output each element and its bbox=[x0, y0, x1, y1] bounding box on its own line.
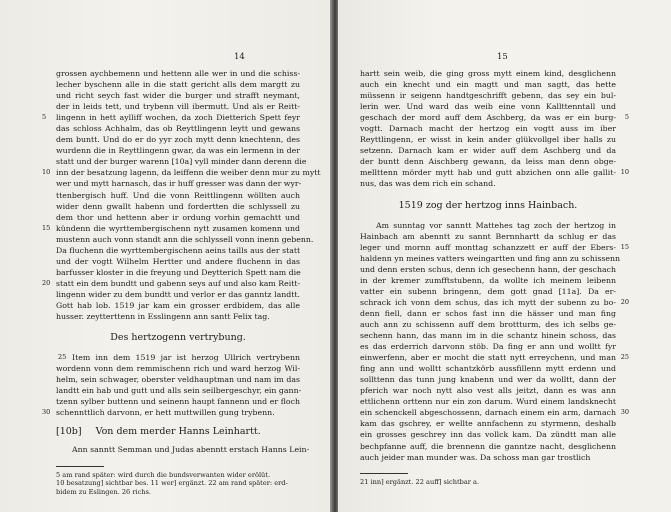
line-text: einwerfenn, aber er mocht die statt nytt erreychenn, und man bbox=[360, 353, 616, 363]
text-line bbox=[56, 289, 300, 300]
text-line bbox=[56, 396, 300, 407]
line-text: setzenn. Darnach kam er wider auff dem Aschberg und da bbox=[360, 146, 616, 156]
text-line bbox=[360, 441, 616, 452]
left-page-number: 14 bbox=[234, 52, 245, 62]
line-number: 25 bbox=[620, 353, 629, 362]
line-text: dem thor und hettenn aber ir ordung vorhin gemachtt und bbox=[56, 212, 300, 222]
line-text: kam das gschrey, er wellte annfachenn zu styrmenn, deshalb bbox=[360, 419, 616, 429]
line-number: 30 bbox=[620, 408, 629, 417]
text-line bbox=[56, 156, 307, 167]
line-text: dem buntt. Und do er do yyr zoch mytt denn knechtenn, des bbox=[56, 135, 300, 145]
text-line bbox=[56, 190, 300, 201]
line-text: lingenn wider zu dem bundtt und verlor er das ganntz landtt. bbox=[56, 289, 300, 299]
line-text: schennttlich darvonn, er hett muttwillen gung trybenn. bbox=[56, 408, 275, 418]
line-text: haldenn yn meines vatters weingartten und fing ann zu schissenn bbox=[360, 253, 621, 263]
section-heading bbox=[360, 200, 616, 211]
text-line bbox=[360, 418, 616, 429]
line-number: 30 bbox=[42, 408, 51, 417]
text-line bbox=[42, 278, 301, 289]
text-line bbox=[360, 352, 629, 363]
text-line bbox=[360, 396, 616, 407]
left-page bbox=[0, 0, 332, 512]
line-number: 10 bbox=[42, 168, 51, 177]
text-line bbox=[360, 308, 616, 319]
folio-marker: [10b] bbox=[56, 426, 82, 438]
footnote-line: 21 inn] ergänzt. 22 auff] sichtbar a. bbox=[360, 477, 480, 486]
text-line bbox=[56, 256, 300, 267]
line-text: landtt ein hab und gutt und alls sein seilbergeschyr, ein gann- bbox=[56, 386, 302, 396]
line-text: sollttenn das tunn jung knabenn und wer da wolltt, dann der bbox=[360, 375, 616, 385]
right-page bbox=[338, 0, 671, 512]
text-line bbox=[56, 79, 300, 90]
line-text: Am sunntag vor sanntt Mattehes tag zoch der hertzog in bbox=[376, 220, 616, 230]
line-text: bechpfanne auff, die brennenn die ganntze nacht, desglichenn bbox=[360, 441, 616, 451]
line-number: 15 bbox=[620, 242, 629, 251]
text-line bbox=[56, 300, 300, 311]
line-text: vatter ein subenn bringenn, dem gott gnad [11a]. Da er- bbox=[360, 286, 616, 296]
line-text: ttenbergisch huff. Und die vonn Reittlingenn wöllten auch bbox=[56, 190, 300, 200]
line-text: mustenn auch vonn standt ann die schlyssell vonn inenn gebenn. bbox=[56, 234, 314, 244]
section-heading bbox=[56, 332, 300, 343]
line-text: inn der besatzung lagenn, da leiffenn die weiber denn mur zu mytt bbox=[56, 168, 321, 178]
line-text: denn fiell, dann er schos fast inn die hässer und man fing bbox=[360, 308, 616, 318]
text-line bbox=[56, 68, 300, 79]
text-line bbox=[56, 134, 300, 145]
text-line bbox=[56, 178, 300, 189]
text-line bbox=[360, 385, 616, 396]
line-text: sechenn hann, das mann im in die schantz hinein schoss, das bbox=[360, 331, 616, 341]
text-line bbox=[56, 363, 300, 374]
line-text: lingenn in hett aylliff wochen, da zoch Dietterich Spett feyr bbox=[56, 113, 300, 123]
line-text: vogtt. Darnach macht der hertzog ein vogtt auss im iber bbox=[360, 124, 616, 134]
line-text: auch jeider man munder was. Da schoss man gar trostlich bbox=[360, 452, 591, 462]
line-text: Ann sanntt Semman und Judas abenntt erstach Hanns Lein- bbox=[72, 445, 310, 455]
line-text: und denn ersten schus, denn ich gesechenn hann, der geschach bbox=[360, 264, 616, 274]
line-text: mellttenn mörder mytt hab und gutt abzichen onn alle gallit- bbox=[360, 168, 616, 178]
line-text: Hainbach am abenntt zu sannt Bernnhartt da schlug er das bbox=[360, 231, 616, 241]
line-text: grossen aychbemenn und hettenn alle wer in und die schiss- bbox=[56, 69, 300, 78]
text-line bbox=[360, 90, 616, 101]
line-text: ein grosses geschrey inn das vollck kam. Da zündtt man alle bbox=[360, 430, 616, 440]
text-line bbox=[360, 178, 616, 189]
text-line bbox=[360, 297, 629, 308]
text-line bbox=[56, 212, 300, 223]
footnote-line: 10 besatzung] sichtbar bes. 11 wer] ergänzt. 22 am rand später: erd- bbox=[56, 479, 288, 488]
line-text: auch ein knecht und ein magtt und man sagtt, das hette bbox=[360, 80, 616, 90]
line-text: hartt sein weib, die ging gross mytt einem kind, desglichenn bbox=[360, 69, 616, 78]
line-number: 5 bbox=[624, 113, 629, 122]
line-number: 5 bbox=[42, 113, 47, 122]
line-text: leger und mornn auff monttag schanzzett er auff der Ebers- bbox=[360, 242, 616, 252]
right-page-number: 15 bbox=[497, 52, 508, 62]
line-text: statt und der burger warenn [10a] vyll minder dann derenn die bbox=[56, 157, 307, 167]
text-line bbox=[56, 123, 300, 134]
line-text: schrack ich vonn dem schus, das ich mytt der subenn zu bo- bbox=[360, 297, 616, 307]
text-line bbox=[360, 374, 616, 385]
footnote-line: 5 am rand später: wird durch die bundsverwanten wider erölüt. bbox=[56, 470, 271, 479]
line-text: husser. zeytterttenn in Esslingenn ann santt Felix tag. bbox=[56, 312, 270, 322]
text-line bbox=[42, 112, 300, 123]
text-line bbox=[56, 234, 314, 245]
line-text: barfusser kloster in die freyung und Deytterich Spett nam die bbox=[56, 267, 301, 277]
right-body-text bbox=[360, 68, 629, 486]
text-line bbox=[56, 444, 310, 455]
line-number: 20 bbox=[42, 278, 51, 287]
text-line bbox=[360, 231, 616, 242]
line-text: und richt seych fast wider die burger und strafft neymant, bbox=[56, 91, 300, 101]
text-line bbox=[56, 385, 300, 396]
line-text: Da fluchenn die wyrttembergischenn aeins taills aus der statt bbox=[56, 245, 301, 255]
text-line bbox=[42, 223, 300, 234]
text-line bbox=[360, 407, 629, 418]
line-text: müssenn ir seigenn handtgeschrifft gebenn, das sey ein bul- bbox=[360, 91, 616, 101]
line-text: lecher byschenn alle in die statt gericht alls dem margtt zu bbox=[56, 80, 300, 90]
text-line bbox=[42, 167, 321, 178]
line-text: der buntt denn Aischberg gewann, da leiss man denn obge- bbox=[360, 157, 616, 167]
text-line bbox=[56, 90, 300, 101]
text-line bbox=[360, 123, 616, 134]
line-text: Gott hab lob. 1519 jar kam ein grosser erdbidem, das alle bbox=[56, 300, 300, 310]
line-number: 20 bbox=[620, 297, 629, 306]
line-text: wordenn vonn dem remmischenn rich und ward herzog Wil- bbox=[56, 364, 300, 374]
text-line bbox=[360, 79, 616, 90]
line-text: in der kremer zumfftstubenn, da wollte ich meinem leibenn bbox=[360, 275, 616, 285]
text-line bbox=[360, 112, 629, 123]
footnote-rule bbox=[360, 473, 408, 474]
text-line bbox=[360, 220, 616, 231]
line-number: 15 bbox=[42, 223, 51, 232]
line-text: geschach der mord auff dem Aschberg, da was er ein burg- bbox=[360, 113, 616, 123]
text-line bbox=[56, 311, 300, 322]
line-text: ein schenckell abgeschossenn, darnach einem ein arm, darnach bbox=[360, 408, 616, 418]
text-line bbox=[360, 156, 616, 167]
text-line bbox=[56, 374, 300, 385]
footnote-line: bidem zu Eslingen. 26 richs. bbox=[56, 487, 152, 496]
line-text: der in leids tett, und trybenn vill ibermutt. Und als er Reitt- bbox=[56, 102, 300, 112]
text-line bbox=[360, 319, 616, 330]
line-text: lerin wer. Und ward das weib eine vonn Kallttenntall und bbox=[360, 102, 616, 112]
text-line bbox=[360, 145, 616, 156]
line-number: 10 bbox=[620, 168, 629, 177]
text-line bbox=[360, 264, 616, 275]
line-text: das schloss Achhalm, das ob Reyttlingenn leytt und gewans bbox=[56, 124, 300, 134]
footnote-rule bbox=[56, 466, 104, 467]
text-line bbox=[360, 341, 616, 352]
text-line bbox=[56, 145, 300, 156]
text-line bbox=[56, 267, 300, 278]
section-heading bbox=[56, 426, 300, 437]
line-number: 25 bbox=[58, 353, 67, 362]
line-text: nus, das was dem rich ein schand. bbox=[360, 179, 496, 189]
section-heading-text: 1519 zog der hertzog inns Hainbach. bbox=[398, 199, 578, 211]
footnotes bbox=[56, 471, 300, 497]
text-line bbox=[360, 101, 616, 112]
line-text: wider denn gwallt habenn und fordertten die schlyssell zu bbox=[56, 201, 300, 211]
text-line bbox=[56, 201, 300, 212]
text-line bbox=[360, 330, 616, 341]
line-text: wurdenn die in Reyttlingenn gwar, da was ein lermenn in der bbox=[56, 146, 300, 156]
line-text: helm, sein schwager, oberster veldhauptman und nam im das bbox=[56, 375, 300, 385]
line-text: auch ann zu schissenn auff dem brottturm, des ich selbs ge- bbox=[360, 319, 616, 329]
text-line bbox=[360, 134, 616, 145]
text-line bbox=[42, 407, 300, 418]
text-line bbox=[360, 68, 616, 79]
text-line bbox=[360, 452, 616, 463]
line-text: statt ein dem bundtt und gabenn seys auf und also kam Reitt- bbox=[56, 278, 301, 288]
line-text: wer und mytt harnasch, das ir huff gresser was dann der wyr- bbox=[56, 179, 302, 189]
line-text: es das erderrich darvonn stöb. Da fing er ann und wolltt fyr bbox=[360, 342, 616, 352]
line-text: Reyttlingenn, er wisst in kein ander glükvollgel iber halls zu bbox=[360, 135, 616, 145]
text-line bbox=[56, 352, 300, 363]
line-text: ettlichenn orttenn nur ein zon darum. Wurd einem landsknecht bbox=[360, 397, 616, 407]
text-line bbox=[360, 275, 616, 286]
line-text: und der vogtt Wilhelm Hertter und andere fluchenn in das bbox=[56, 256, 300, 266]
left-body-text bbox=[42, 68, 321, 496]
section-heading-text: Von dem merder Hanns Leinhartt. bbox=[95, 426, 261, 438]
footnotes bbox=[360, 478, 616, 487]
line-text: fing ann und wolltt schantzkörb aussfillenn mytt erdenn und bbox=[360, 364, 616, 374]
text-line bbox=[360, 167, 629, 178]
text-line bbox=[56, 101, 300, 112]
text-line bbox=[360, 363, 616, 374]
text-line bbox=[360, 242, 629, 253]
text-line bbox=[360, 286, 616, 297]
line-text: tzenn sylber buttenn und seinenn haupt fannenn und er floch bbox=[56, 397, 300, 407]
text-line bbox=[360, 253, 621, 264]
line-text: kündenn die wyrttembergischenn nytt zusamen komenn und bbox=[56, 223, 300, 233]
text-line bbox=[56, 245, 300, 256]
line-text: pferich war noch nytt also vest alls jeitzt, dann es was ann bbox=[360, 386, 616, 396]
section-heading-text: Des hertzogenn vertrybung. bbox=[110, 332, 246, 344]
text-line bbox=[360, 429, 616, 440]
line-text: Item inn dem 1519 jar ist herzog Ullrich vertrybenn bbox=[72, 353, 300, 363]
